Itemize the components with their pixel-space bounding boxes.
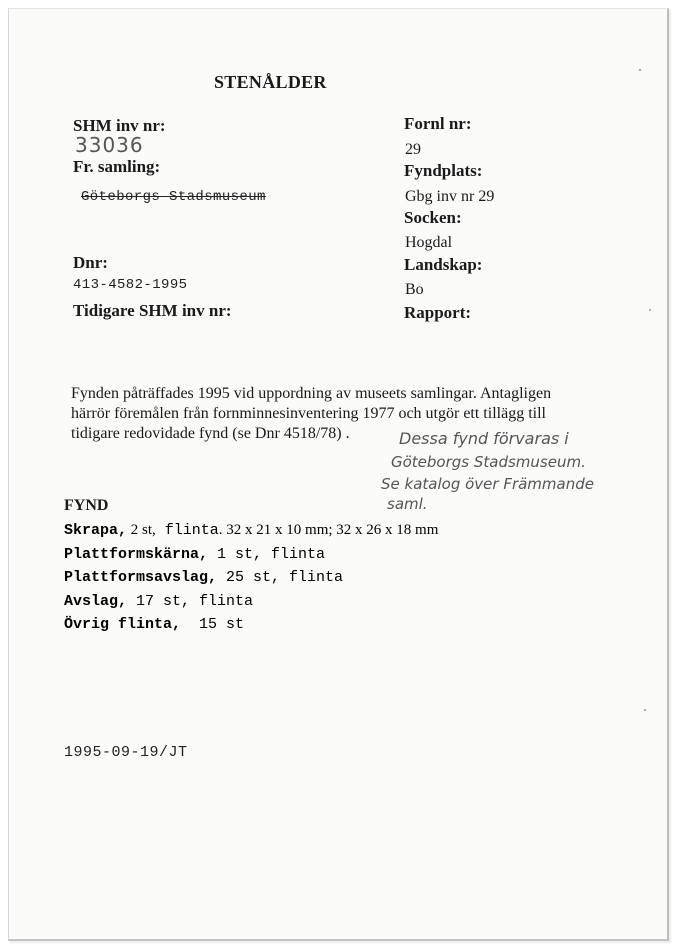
description-line: tidigare redovidade fynd (se Dnr 4518/78) . xyxy=(71,425,350,442)
fynd-list xyxy=(64,519,438,637)
fynd-item-name: Övrig flinta, xyxy=(64,616,182,633)
fynd-row xyxy=(64,566,438,590)
fynd-heading: FYND xyxy=(64,497,109,514)
fr-samling-value: Göteborgs Stadsmuseum xyxy=(81,189,266,205)
fornl-label: Fornl nr: xyxy=(404,114,472,133)
fynd-item-count: 1 st, xyxy=(208,545,263,563)
fyndplats-value: Gbg inv nr 29 xyxy=(405,188,495,205)
scan-speck xyxy=(649,309,651,311)
handwritten-note-line: Se katalog över Främmande xyxy=(381,475,594,493)
fornl-value: 29 xyxy=(405,141,421,158)
fynd-row xyxy=(64,519,438,543)
fynd-item-name: Plattformskärna, xyxy=(64,545,209,563)
description-paragraph xyxy=(71,384,671,444)
fynd-item-material: flinta xyxy=(190,592,254,610)
fynd-item-measurements: . 32 x 21 x 10 mm; 32 x 26 x 18 mm xyxy=(218,522,439,538)
fynd-item-count: 17 st, xyxy=(127,592,191,610)
rapport-label: Rapport: xyxy=(404,303,472,322)
dnr-label: Dnr: xyxy=(73,253,108,272)
fynd-item-count: 2 st, xyxy=(127,522,156,538)
document-sheet xyxy=(8,8,669,941)
shm-inv-label: SHM inv nr: xyxy=(73,116,166,135)
fynd-item-name: Plattformsavslag, xyxy=(64,569,218,586)
handwritten-note-line: Dessa fynd förvaras i xyxy=(399,429,569,448)
landskap-value: Bo xyxy=(405,281,424,298)
handwritten-note-line: saml. xyxy=(387,495,428,513)
fynd-item-count: 25 st, xyxy=(217,569,281,586)
fynd-item-material: flinta xyxy=(280,569,344,586)
signature-date: 1995-09-19/JT xyxy=(64,744,188,761)
fynd-item-count: 15 st xyxy=(181,616,245,633)
fynd-row xyxy=(64,613,438,637)
fynd-row xyxy=(64,590,438,614)
fr-samling-label: Fr. samling: xyxy=(73,157,161,176)
fynd-item-name: Skrapa, xyxy=(64,522,128,539)
fynd-item-material: flinta xyxy=(262,545,326,563)
fyndplats-label: Fyndplats: xyxy=(404,161,483,180)
page-title: STENÅLDER xyxy=(214,72,327,92)
socken-value: Hogdal xyxy=(405,234,453,251)
shm-inv-value: 33036 xyxy=(75,133,144,157)
fynd-item-material: flinta xyxy=(155,522,219,539)
fynd-row xyxy=(64,543,438,567)
fynd-item-name: Avslag, xyxy=(64,592,128,610)
scan-speck xyxy=(639,69,641,71)
dnr-value: 413-4582-1995 xyxy=(73,277,188,293)
handwritten-note-line: Göteborgs Stadsmuseum. xyxy=(391,453,586,471)
landskap-label: Landskap: xyxy=(404,255,483,274)
description-line: härrör föremålen från fornminnesinventering 1977 och utgör ett tillägg till xyxy=(71,405,546,422)
description-line: Fynden påträffades 1995 vid uppordning av museets samlingar. Antagligen xyxy=(71,385,552,402)
scan-speck xyxy=(644,709,646,711)
socken-label: Socken: xyxy=(404,208,462,227)
tidigare-shm-label: Tidigare SHM inv nr: xyxy=(73,301,232,320)
